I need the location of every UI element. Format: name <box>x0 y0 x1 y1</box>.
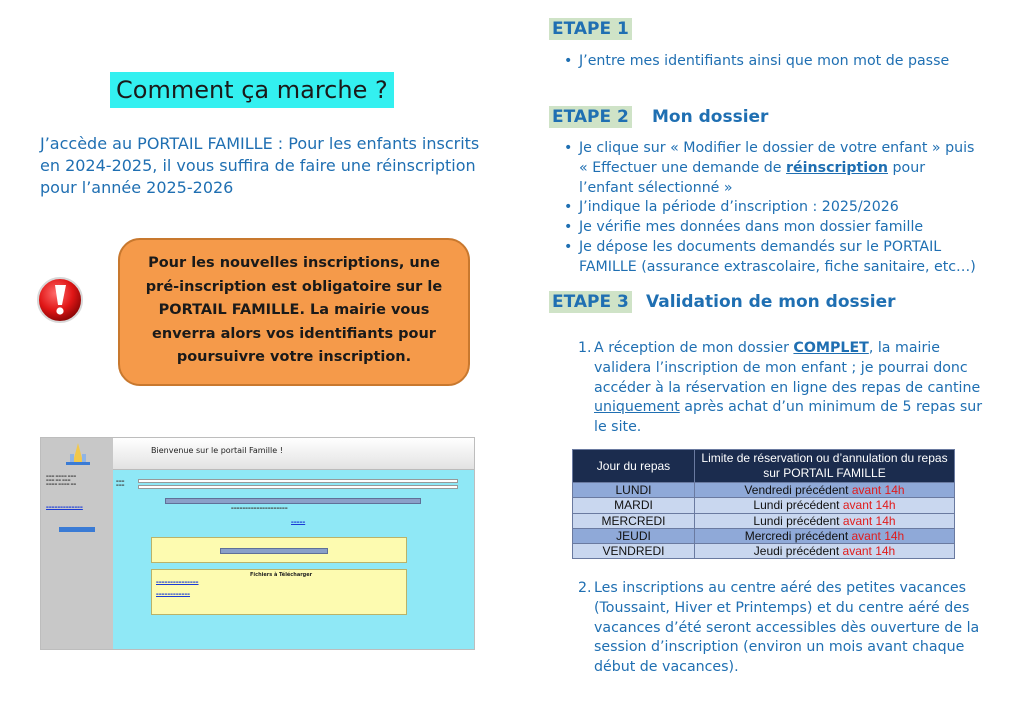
table-header-limit: Limite de réservation ou d’annulation du repas sur PORTAIL FAMILLE <box>695 450 955 483</box>
step3-title: Validation de mon dossier <box>646 292 896 312</box>
portal-yellow-box-1 <box>151 537 407 563</box>
portal-field-label: ▬▬▬ ▬▬▬ <box>116 479 125 487</box>
portal-welcome-text: Bienvenue sur le portail Famille ! <box>151 446 283 455</box>
table-row <box>573 513 955 528</box>
portal-field-2 <box>138 485 458 489</box>
step3-i1-em: COMPLET <box>793 340 869 356</box>
limit-day: Vendredi précédent <box>744 483 849 498</box>
table-row <box>573 483 955 498</box>
step3-i1-pre: A réception de mon dossier <box>594 340 794 356</box>
exclamation-circle-icon <box>36 276 84 324</box>
limit-day: Lundi précédent <box>753 498 840 513</box>
step2-bullet-4: • Je dépose les documents demandés sur le PORTAIL FAMILLE (assurance extrascolaire, fiche sanitaire, etc…) <box>563 238 983 278</box>
step2-b1-post: pour l’enfant sélectionné » <box>579 159 926 196</box>
table-cell-limit <box>695 513 955 528</box>
portal-sidebar <box>41 438 113 650</box>
portal-logo-icon <box>61 442 95 466</box>
table-cell-limit <box>695 544 955 559</box>
portal-section-bar <box>165 498 421 504</box>
limit-time: avant 14h <box>851 483 905 498</box>
intro-text: J’accède au PORTAIL FAMILLE : Pour les enfants inscrits en 2024-2025, il vous suffira de faire une réinscription pour l’année 2025-2026 <box>40 134 480 197</box>
step3-list-1 <box>578 339 986 438</box>
portal-info-link: ▬▬▬▬▬ <box>291 520 306 524</box>
limit-time: avant 14h <box>842 544 896 559</box>
portal-side-link: ▬▬▬▬▬▬▬▬▬▬▬▬▬ <box>46 505 83 509</box>
portal-yellow-bar <box>220 548 328 554</box>
table-cell-limit <box>695 483 955 498</box>
portal-file-link-1: ▬▬▬▬▬▬▬▬▬▬▬▬▬▬▬ <box>156 580 199 584</box>
reservation-table <box>572 449 955 559</box>
table-header-row <box>573 450 955 483</box>
table-cell-day: LUNDI <box>573 483 695 498</box>
portal-side-info: ▬▬▬ ▬▬▬▬ ▬▬▬ ▬▬▬ ▬▬ ▬▬▬ ▬▬▬▬ ▬▬▬▬ ▬▬ <box>46 474 77 486</box>
step3-label: ETAPE 3 <box>549 291 632 313</box>
table-header-day: Jour du repas <box>573 450 695 483</box>
portal-files-title: Fichiers à Télécharger <box>250 572 313 578</box>
limit-time: avant 14h <box>842 513 896 528</box>
portal-screenshot <box>40 437 475 650</box>
step2-label: ETAPE 2 <box>549 106 632 128</box>
portal-logout-button <box>59 527 95 532</box>
step3-item-2 <box>578 579 986 678</box>
step2-bullet-3: • Je vérifie mes données dans mon dossier famille <box>563 218 983 238</box>
page-title: Comment ça marche ? <box>110 72 394 108</box>
limit-time: avant 14h <box>851 529 905 544</box>
step1-bullet-1: • J’entre mes identifiants ainsi que mon mot de passe <box>563 52 983 72</box>
step2-b1-em: réinscription <box>786 159 888 176</box>
table-cell-day: VENDREDI <box>573 544 695 559</box>
step3-i1-post: après achat d’un minimum de 5 repas sur le site. <box>594 399 983 436</box>
table-row <box>573 528 955 543</box>
table-cell-day: JEUDI <box>573 528 695 543</box>
portal-file-link-2: ▬▬▬▬▬▬▬▬▬▬▬▬ <box>156 592 191 596</box>
portal-info-line: ▬▬▬▬▬▬▬▬▬▬▬▬▬▬▬▬▬▬▬▬ <box>231 506 288 510</box>
table-row <box>573 544 955 559</box>
step3-item-1-number: 1. <box>578 340 592 356</box>
step3-item-1 <box>578 339 986 438</box>
step2-bullet-2: • J’indique la période d’inscription : 2025/2026 <box>563 198 983 218</box>
table-cell-limit <box>695 498 955 513</box>
new-registration-callout: Pour les nouvelles inscriptions, une pré-inscription est obligatoire sur le PORTAIL FAMILLE. La mairie vous enverra alors vos identifiants pour poursuivre votre inscription. <box>118 238 470 386</box>
limit-day: Lundi précédent <box>753 513 840 528</box>
step3-item-2-number: 2. <box>578 580 592 596</box>
step1-list <box>563 52 983 72</box>
step2-bullet-1 <box>563 139 983 198</box>
step3-list-2 <box>578 579 986 678</box>
step2-title: Mon dossier <box>652 107 769 127</box>
portal-files-box <box>151 569 407 615</box>
table-cell-limit <box>695 528 955 543</box>
portal-field-1 <box>138 479 458 483</box>
table-row <box>573 498 955 513</box>
table-cell-day: MARDI <box>573 498 695 513</box>
step3-i1-mid: , la mairie validera l’inscription de mon enfant ; je pourrai donc accéder à la réservation en ligne des repas de cantine <box>594 340 981 396</box>
step2-b1-pre: Je clique sur « Modifier le dossier de votre enfant » puis « Effectuer une demande de <box>579 140 975 176</box>
table-cell-day: MERCREDI <box>573 513 695 528</box>
limit-day: Jeudi précédent <box>753 544 840 559</box>
limit-day: Mercredi précédent <box>744 529 849 544</box>
step3-i2-text: Les inscriptions au centre aéré des petites vacances (Toussaint, Hiver et Printemps) et du centre aéré des vacances d’été seront accessibles dès ouverture de la session d’inscription (environ un mois avant chaque début de vacances). <box>594 580 980 676</box>
step2-list <box>563 139 983 278</box>
step3-i1-em2: uniquement <box>594 399 680 416</box>
step1-label: ETAPE 1 <box>549 18 632 40</box>
limit-time: avant 14h <box>842 498 896 513</box>
